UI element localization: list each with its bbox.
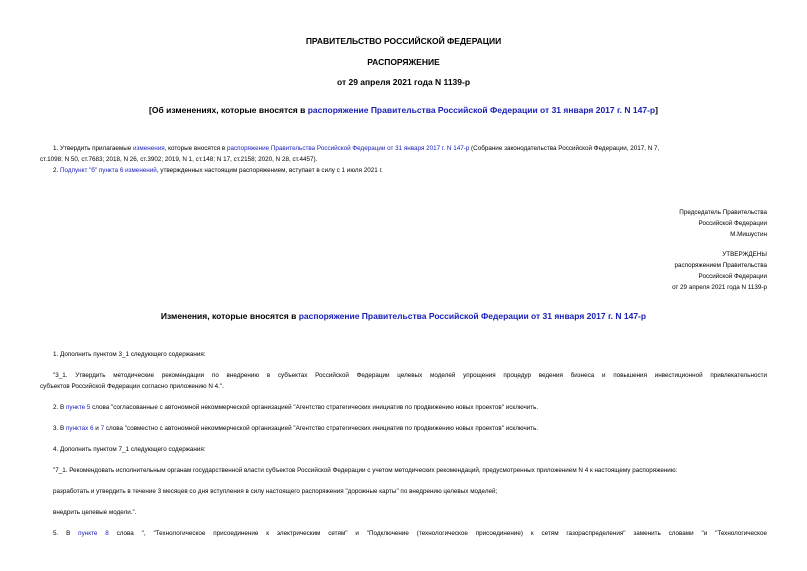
paragraph-1 [40, 143, 767, 154]
p1-text-b: , которые вносятся в [164, 145, 228, 152]
item-4-quote-2 [40, 486, 767, 497]
p2-num: 2. [53, 167, 61, 174]
signature-position: Председатель Правительства [679, 209, 767, 216]
item-3-link-7[interactable]: 7 [100, 425, 105, 432]
item-4-text: 4. Дополнить пунктом 7_1 следующего содержания: [53, 446, 206, 453]
item-4-quote-2-text: разработать и утвердить в течение 3 месяцев со дня вступления в силу настоящего распоряжения "дорожные карты" по внедрению целевых моделей; [53, 488, 498, 495]
item-2 [40, 402, 767, 413]
item-4-quote-3-text: внедрить целевые модели.". [53, 509, 137, 516]
item-3-a: 3. В [53, 425, 66, 432]
item-1-quote-a: "3_1. Утвердить методические рекомендации по внедрению в субъектах Российской Федерации целевых моделей упрощения процедур ведения бизнеса и повышения инвестиционной привлекательности [53, 372, 767, 379]
item-1-quote-cont: субъектов Российской Федерации согласно приложению N 4.". [40, 383, 224, 390]
approved-date: от 29 апреля 2021 года N 1139-р [672, 284, 767, 291]
paragraph-2 [40, 165, 767, 176]
p2-rest: , утвержденных настоящим распоряжением, вступает в силу с 1 июля 2021 г. [156, 167, 383, 174]
approved-country: Российской Федерации [698, 273, 767, 280]
item-1 [40, 349, 767, 360]
signature-country: Российской Федерации [698, 220, 767, 227]
changes-title [0, 311, 807, 321]
doc-type-heading: РАСПОРЯЖЕНИЕ [367, 57, 440, 67]
approved-label: УТВЕРЖДЕНЫ [722, 251, 767, 258]
item-4-quote-text: "7_1. Рекомендовать исполнительным органам государственной власти субъектов Российской Федерации с учетом методических рекомендаций, предусмотренных приложением N 4 к настоящему распоряжению: [53, 467, 678, 474]
item-5-link[interactable]: пункте 8 [78, 530, 109, 537]
paragraph-1-cont: ст.1098; N 50, ст.7683; 2018, N 26, ст.3902; 2019, N 1, ст.148; N 17, ст.2158; 2020, N 28, ст.4457). [40, 156, 318, 163]
doc-title-post: ] [655, 105, 658, 115]
doc-title-pre: [Об изменениях, которые вносятся в [149, 105, 308, 115]
doc-date: от 29 апреля 2021 года N 1139-р [336, 77, 471, 87]
item-1-quote [40, 370, 767, 381]
approved-by: распоряжением Правительства [674, 262, 767, 269]
p1-text-a: 1. Утвердить прилагаемые [53, 145, 133, 152]
signature-name: М.Мишустин [730, 231, 767, 238]
item-4-quote [40, 465, 767, 476]
item-2-a: 2. В [53, 404, 66, 411]
item-4 [40, 444, 767, 455]
item-5 [40, 528, 767, 539]
gov-heading: ПРАВИТЕЛЬСТВО РОССИЙСКОЙ ФЕДЕРАЦИИ [305, 36, 502, 46]
item-2-link[interactable]: пункте 5 [65, 404, 91, 411]
item-2-b: слова "согласованные с автономной некоммерческой организацией "Агентство стратегических инициатив по продвижению новых проектов" исключить. [90, 404, 539, 411]
item-1-text: 1. Дополнить пунктом 3_1 следующего содержания: [53, 351, 206, 358]
item-3-c: слова "совместно с автономной некоммерческой организацией "Агентство стратегических инициатив по продвижению новых проектов" исключить. [104, 425, 539, 432]
item-5-b: слова ", "Технологическое присоединение к электрическим сетям" и "Подключение (технологическое присоединение) к сетям газораспределения" заменить словами "и "Технологическое [108, 530, 767, 537]
changes-title-pre: Изменения, которые вносятся в [160, 311, 299, 321]
changes-title-link[interactable]: распоряжение Правительства Российской Федерации от 31 января 2017 г. N 147-р [298, 311, 647, 321]
item-3-link-6[interactable]: пунктах 6 [65, 425, 94, 432]
item-3 [40, 423, 767, 434]
item-3-b: и [93, 425, 101, 432]
item-5-a: 5. В [53, 530, 79, 537]
p1-changes-link[interactable]: изменения [133, 145, 165, 152]
p1-order-link[interactable]: распоряжение Правительства Российской Федерации от 31 января 2017 г. N 147-р [227, 145, 470, 152]
p2-subpoint-link[interactable]: Подпункт "б" пункта 6 изменений [60, 167, 157, 174]
doc-title [0, 105, 807, 115]
signature-block [679, 207, 767, 240]
p1-text-c: (Собрание законодательства Российской Федерации, 2017, N 7, [469, 145, 660, 152]
item-4-quote-3 [40, 507, 767, 518]
approved-block [672, 249, 767, 293]
doc-title-link[interactable]: распоряжение Правительства Российской Федерации от 31 января 2017 г. N 147-р [307, 105, 656, 115]
